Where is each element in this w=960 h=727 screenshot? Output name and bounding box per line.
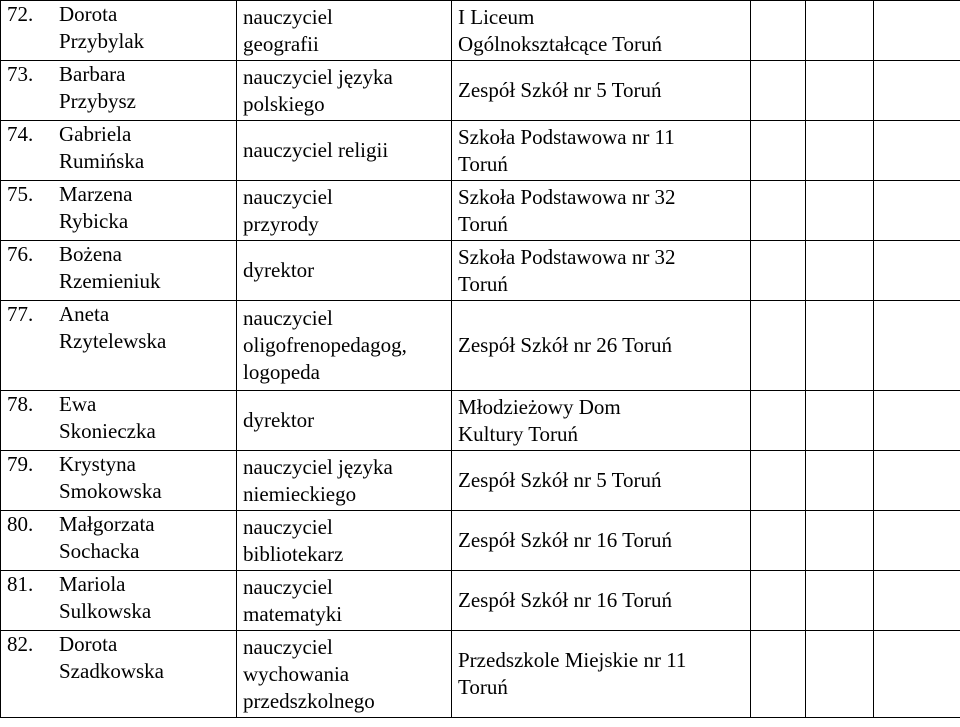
- school-line-1: Szkoła Podstawowa nr 32: [458, 184, 676, 209]
- position-cell: [237, 391, 452, 451]
- position-line-1: nauczyciel: [243, 574, 333, 599]
- first-name: Ewa: [59, 392, 97, 416]
- position-line-3: przedszkolnego: [243, 688, 375, 713]
- name-cell: [1, 451, 237, 511]
- empty-cell: [751, 121, 806, 181]
- position-line-2: oligofrenopedagog,: [243, 333, 407, 357]
- staff-table-body: [1, 1, 960, 718]
- empty-cell: [874, 451, 960, 511]
- table-row: [1, 631, 960, 718]
- name-cell: [1, 181, 237, 241]
- position-cell: [237, 1, 452, 61]
- row-number: 79.: [7, 452, 34, 476]
- name-cell: [1, 391, 237, 451]
- position-cell: [237, 571, 452, 631]
- table-row: [1, 241, 960, 301]
- person-name: [59, 571, 152, 625]
- table-row: [1, 1, 960, 61]
- school-cell: [452, 571, 751, 631]
- name-cell: [1, 511, 237, 571]
- position-cell: [237, 61, 452, 121]
- school-cell: [452, 391, 751, 451]
- person-name: [59, 181, 133, 235]
- empty-cell: [751, 241, 806, 301]
- first-name: Barbara: [59, 62, 126, 86]
- name-cell: [1, 631, 237, 718]
- empty-cell: [751, 181, 806, 241]
- position-line-1: nauczyciel religii: [243, 138, 389, 162]
- last-name: Szadkowska: [59, 659, 164, 683]
- position-line-1: nauczyciel: [243, 634, 333, 659]
- empty-cell: [806, 451, 874, 511]
- position-line-2: bibliotekarz: [243, 541, 344, 566]
- empty-cell: [806, 61, 874, 121]
- row-number: 76.: [7, 242, 34, 266]
- school-line-1: Zespół Szkół nr 16 Toruń: [458, 588, 672, 612]
- name-cell: [1, 1, 237, 61]
- position-cell: [237, 301, 452, 391]
- last-name: Skonieczka: [59, 419, 156, 443]
- position-line-2: polskiego: [243, 91, 325, 116]
- last-name: Przybylak: [59, 29, 145, 53]
- row-number: 72.: [7, 2, 34, 26]
- person-name: [59, 121, 145, 175]
- empty-cell: [874, 121, 960, 181]
- person-name: [59, 1, 145, 55]
- school-cell: [452, 241, 751, 301]
- empty-cell: [806, 511, 874, 571]
- empty-cell: [874, 631, 960, 718]
- name-cell: [1, 61, 237, 121]
- last-name: Smokowska: [59, 479, 162, 503]
- person-name: [59, 391, 156, 445]
- row-number: 78.: [7, 392, 34, 416]
- first-name: Dorota: [59, 2, 118, 26]
- first-name: Mariola: [59, 572, 126, 596]
- first-name: Dorota: [59, 632, 118, 656]
- position-line-2: geografii: [243, 31, 319, 56]
- school-line-1: Zespół Szkół nr 16 Toruń: [458, 528, 672, 552]
- position-line-2: niemieckiego: [243, 481, 357, 506]
- position-cell: [237, 511, 452, 571]
- row-number: 75.: [7, 182, 34, 206]
- name-cell: [1, 121, 237, 181]
- empty-cell: [874, 1, 960, 61]
- position-line-1: nauczyciel języka: [243, 454, 393, 479]
- person-name: [59, 511, 155, 565]
- school-cell: [452, 301, 751, 391]
- empty-cell: [806, 181, 874, 241]
- table-row: [1, 511, 960, 571]
- school-cell: [452, 511, 751, 571]
- school-cell: [452, 1, 751, 61]
- empty-cell: [751, 451, 806, 511]
- empty-cell: [751, 391, 806, 451]
- last-name: Rzytelewska: [59, 329, 167, 353]
- school-cell: [452, 61, 751, 121]
- last-name: Rumińska: [59, 149, 145, 173]
- school-line-1: Szkoła Podstawowa nr 11: [458, 124, 675, 149]
- school-line-1: Zespół Szkół nr 5 Toruń: [458, 468, 662, 492]
- name-cell: [1, 301, 237, 391]
- empty-cell: [751, 301, 806, 391]
- last-name: Sulkowska: [59, 599, 152, 623]
- position-line-1: nauczyciel: [243, 4, 333, 29]
- empty-cell: [874, 241, 960, 301]
- empty-cell: [874, 571, 960, 631]
- school-line-2: Toruń: [458, 211, 508, 236]
- empty-cell: [874, 301, 960, 391]
- table-row: [1, 571, 960, 631]
- table-row: [1, 181, 960, 241]
- name-cell: [1, 241, 237, 301]
- position-line-1: nauczyciel języka: [243, 64, 393, 89]
- position-line-1: dyrektor: [243, 408, 315, 432]
- position-cell: [237, 121, 452, 181]
- table-row: [1, 451, 960, 511]
- empty-cell: [874, 391, 960, 451]
- school-cell: [452, 631, 751, 718]
- person-name: [59, 451, 162, 505]
- position-line-2: wychowania: [243, 661, 350, 686]
- school-line-1: Zespół Szkół nr 5 Toruń: [458, 78, 662, 102]
- empty-cell: [806, 241, 874, 301]
- school-line-1: Przedszkole Miejskie nr 11: [458, 648, 687, 672]
- school-line-2: Toruń: [458, 675, 508, 699]
- person-name: [59, 61, 136, 115]
- row-number: 82.: [7, 632, 34, 656]
- position-line-1: nauczyciel: [243, 306, 333, 330]
- school-line-1: I Liceum: [458, 4, 535, 29]
- empty-cell: [806, 1, 874, 61]
- person-name: [59, 241, 161, 295]
- school-line-2: Ogólnokształcące Toruń: [458, 31, 662, 56]
- empty-cell: [751, 1, 806, 61]
- position-line-3: logopeda: [243, 360, 320, 384]
- first-name: Krystyna: [59, 452, 136, 476]
- row-number: 77.: [7, 302, 34, 326]
- school-cell: [452, 181, 751, 241]
- position-cell: [237, 181, 452, 241]
- position-line-2: matematyki: [243, 601, 343, 626]
- table-row: [1, 121, 960, 181]
- name-cell: [1, 571, 237, 631]
- school-line-1: Młodzieżowy Dom: [458, 394, 621, 419]
- first-name: Małgorzata: [59, 512, 155, 536]
- position-line-1: nauczyciel: [243, 184, 333, 209]
- position-cell: [237, 631, 452, 718]
- table-row: [1, 301, 960, 391]
- empty-cell: [806, 631, 874, 718]
- school-line-1: Szkoła Podstawowa nr 32: [458, 244, 676, 269]
- school-line-2: Toruń: [458, 151, 508, 176]
- school-line-2: Toruń: [458, 271, 508, 296]
- empty-cell: [751, 631, 806, 718]
- person-name: [59, 301, 167, 355]
- school-line-2: Kultury Toruń: [458, 421, 579, 446]
- last-name: Przybysz: [59, 89, 136, 113]
- school-line-1: Zespół Szkół nr 26 Toruń: [458, 333, 672, 357]
- school-cell: [452, 451, 751, 511]
- position-cell: [237, 451, 452, 511]
- first-name: Aneta: [59, 302, 110, 326]
- last-name: Rybicka: [59, 209, 129, 233]
- position-cell: [237, 241, 452, 301]
- empty-cell: [874, 181, 960, 241]
- person-name: [59, 631, 164, 685]
- empty-cell: [751, 511, 806, 571]
- first-name: Marzena: [59, 182, 133, 206]
- table-row: [1, 61, 960, 121]
- empty-cell: [874, 61, 960, 121]
- row-number: 80.: [7, 512, 34, 536]
- empty-cell: [806, 571, 874, 631]
- empty-cell: [806, 301, 874, 391]
- first-name: Bożena: [59, 242, 122, 266]
- empty-cell: [806, 121, 874, 181]
- empty-cell: [751, 61, 806, 121]
- school-cell: [452, 121, 751, 181]
- empty-cell: [806, 391, 874, 451]
- position-line-1: dyrektor: [243, 258, 315, 282]
- row-number: 74.: [7, 122, 34, 146]
- last-name: Rzemieniuk: [59, 269, 161, 293]
- row-number: 81.: [7, 572, 34, 596]
- position-line-1: nauczyciel: [243, 514, 333, 539]
- last-name: Sochacka: [59, 539, 140, 563]
- empty-cell: [874, 511, 960, 571]
- row-number: 73.: [7, 62, 34, 86]
- first-name: Gabriela: [59, 122, 132, 146]
- table-row: [1, 391, 960, 451]
- empty-cell: [751, 571, 806, 631]
- position-line-2: przyrody: [243, 211, 319, 236]
